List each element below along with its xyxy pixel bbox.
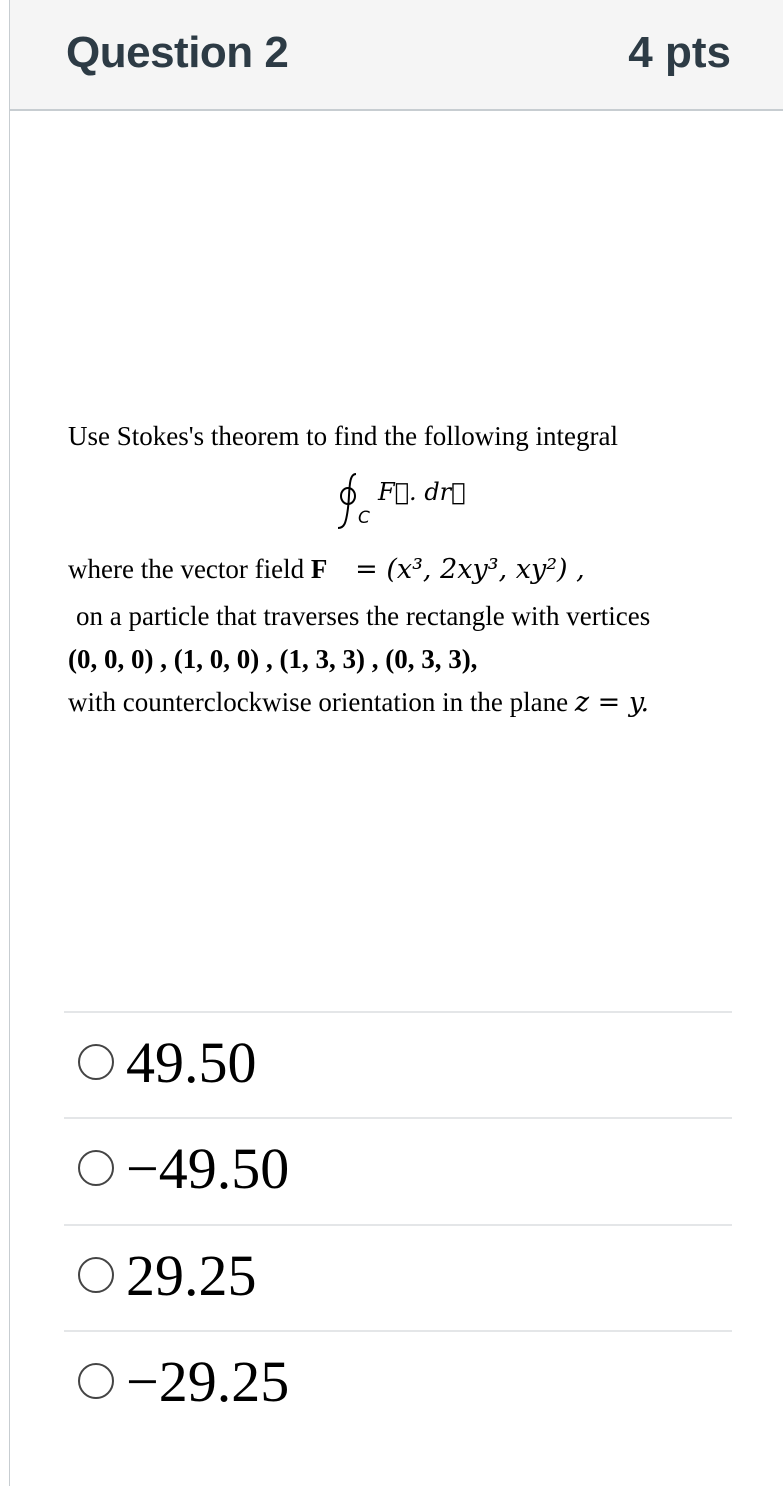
question-intro: Use Stokes's theorem to find the following integral (68, 421, 619, 451)
answer-label: 49.50 (126, 1029, 257, 1095)
field-expression: = (x³, 2xy³, xy²) , (355, 554, 585, 585)
integral-subscript: C (358, 508, 370, 528)
answer-label: −29.25 (126, 1348, 290, 1414)
plane-equation: z = y. (574, 687, 650, 718)
answer-option-1[interactable] (78, 1027, 257, 1097)
answer-divider (64, 1224, 732, 1226)
answer-option-3[interactable] (78, 1240, 257, 1310)
radio-icon[interactable] (78, 1363, 114, 1399)
answer-divider (64, 1117, 732, 1119)
orientation-line (68, 686, 649, 719)
answer-divider (64, 1330, 732, 1332)
question-title: Question 2 (66, 28, 289, 77)
field-symbol: F⃗ (310, 554, 349, 584)
radio-icon[interactable] (78, 1257, 114, 1293)
question-points: 4 pts (628, 28, 731, 77)
question-header (10, 0, 783, 111)
answer-divider (64, 1011, 732, 1013)
contour-integral (330, 468, 470, 538)
field-line (68, 553, 585, 586)
answer-option-2[interactable] (78, 1133, 289, 1203)
answer-option-4[interactable] (78, 1346, 289, 1416)
vertices-line: (0, 0, 0) , (1, 0, 0) , (1, 3, 3) , (0, 3, 3), (68, 644, 478, 674)
radio-icon[interactable] (78, 1150, 114, 1186)
integral-integrand: F⃗. dr⃗ (378, 478, 466, 506)
field-prefix: where the vector field (68, 554, 305, 584)
left-border (9, 0, 10, 1486)
radio-icon[interactable] (78, 1044, 114, 1080)
rectangle-line: on a particle that traverses the rectangle with vertices (76, 601, 651, 631)
orientation-text: with counterclockwise orientation in the plane (68, 687, 569, 717)
answer-label: 29.25 (126, 1242, 257, 1308)
answer-label: −49.50 (126, 1135, 290, 1201)
